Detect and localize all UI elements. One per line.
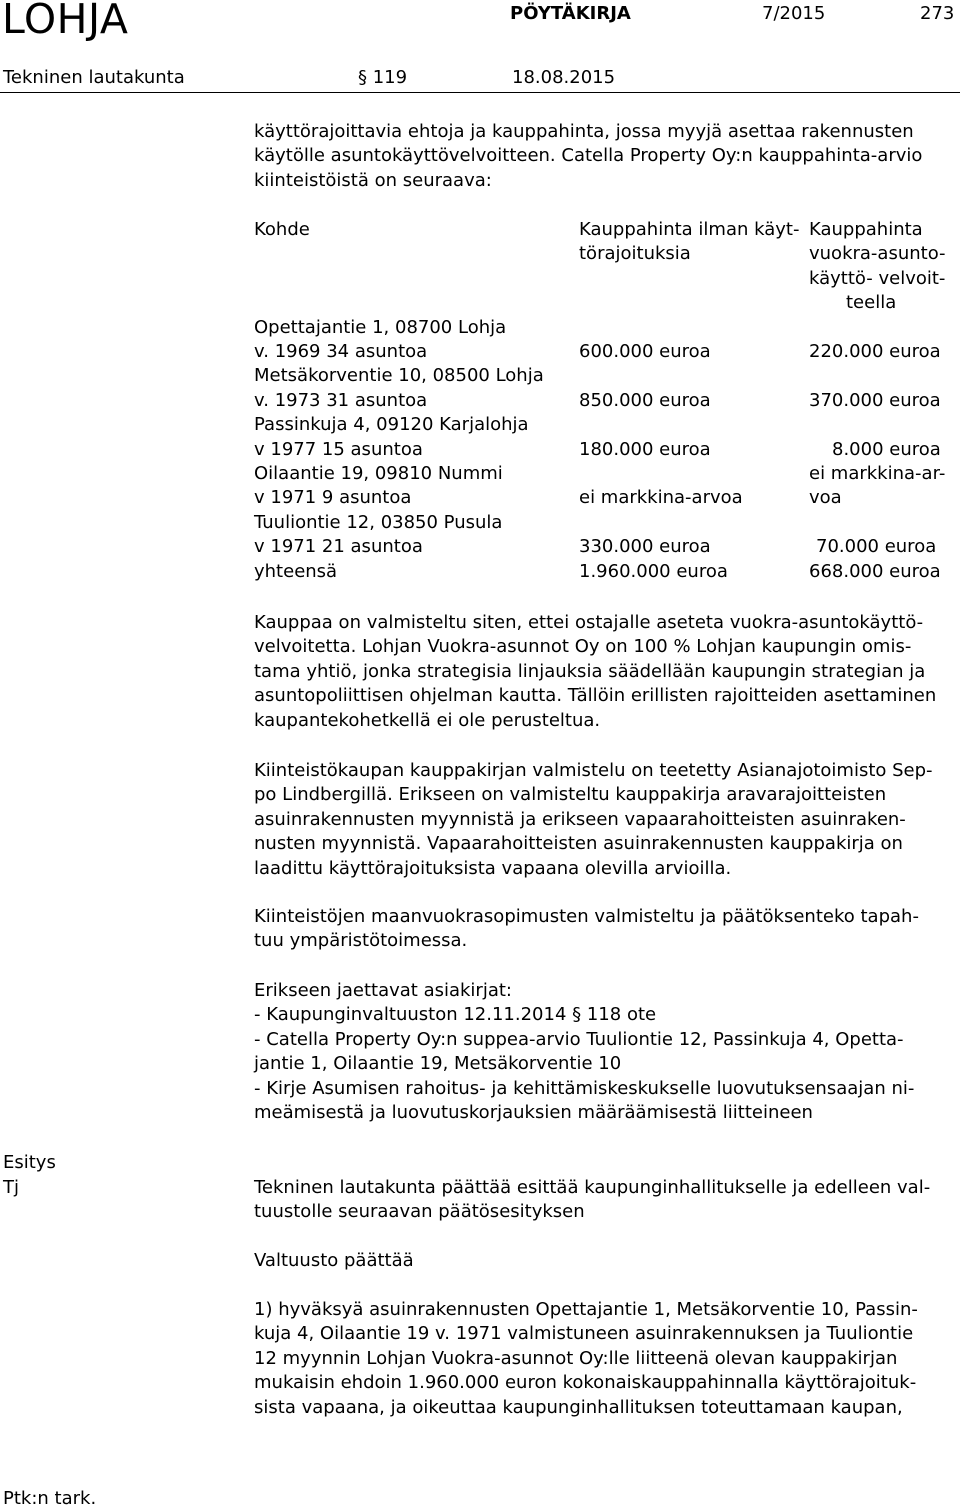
- table-row-address: Passinkuja 4, 09120 Karjalohja: [254, 414, 529, 436]
- text-line: - Kirje Asumisen rahoitus- ja kehittämiskeskukselle luovutuksensaajan ni-: [254, 1077, 915, 1099]
- section-number: § 119: [358, 67, 408, 88]
- text-line: käyttörajoittavia ehtoja ja kauppahinta, jossa myyjä asettaa rakennusten: [254, 121, 914, 142]
- proposal-label: Esitys: [3, 1152, 56, 1173]
- text-line: Kiinteistöjen maanvuokrasopimusten valmisteltu ja päätöksenteko tapah-: [254, 906, 919, 927]
- text-line: kaupantekohetkellä ei ole perusteltua.: [254, 709, 601, 731]
- text-line: Valtuusto päättää: [254, 1250, 414, 1271]
- table-row-year: v 1971 21 asuntoa: [254, 536, 423, 558]
- header-kohde: Kohde: [254, 219, 310, 240]
- text-line: 12 myynnin Lohjan Vuokra-asunnot Oy:lle liitteenä olevan kauppakirjan: [254, 1347, 898, 1369]
- text-line: Kauppaa on valmisteltu siten, ettei ostajalle aseteta vuokra-asuntokäyttö-: [254, 612, 924, 633]
- header-restricted-price: Kauppahinta: [809, 219, 923, 240]
- table-row-year: v. 1969 34 asuntoa: [254, 341, 428, 362]
- text-line: - Catella Property Oy:n suppea-arvio Tuuliontie 12, Passinkuja 4, Opetta-: [254, 1028, 904, 1050]
- table-row-address: Tuuliontie 12, 03850 Pusula: [254, 511, 503, 533]
- table-total-label: yhteensä: [254, 560, 338, 582]
- table-row-year: v. 1973 31 asuntoa: [254, 389, 428, 411]
- table-row-year: v 1977 15 asuntoa: [254, 438, 423, 460]
- text-line: - Kaupunginvaltuuston 12.11.2014 § 118 ote: [254, 1004, 657, 1026]
- text-line: 1) hyväksyä asuinrakennusten Opettajantie 1, Metsäkorventie 10, Passin-: [254, 1299, 918, 1320]
- text-line: tuustolle seuraavan päätösesityksen: [254, 1201, 585, 1223]
- text-line: kiinteistöistä on seuraava:: [254, 169, 492, 191]
- text-line: tama yhtiö, jonka strategisia linjauksia säädellään kaupungin strategian ja: [254, 660, 926, 682]
- table-row-restricted: 220.000 euroa: [809, 341, 941, 362]
- table-row-price: 180.000 euroa: [579, 438, 711, 460]
- text-line: kuja 4, Oilaantie 19 v. 1971 valmistuneen asuinrakennuksen ja Tuuliontie: [254, 1323, 914, 1345]
- table-row-restricted: 8.000 euroa: [832, 438, 941, 460]
- table-row-price: ei markkina-arvoa: [579, 487, 743, 509]
- separately-distributed-documents: [254, 979, 960, 1125]
- text-line: jantie 1, Oilaantie 19, Metsäkorventie 10: [254, 1053, 622, 1075]
- table-row-price: 330.000 euroa: [579, 536, 711, 558]
- minutes-checker-label: Ptk:n tark.: [3, 1488, 97, 1509]
- committee-name: Tekninen lautakunta: [3, 67, 185, 88]
- proposal-text: [254, 1176, 960, 1225]
- text-line: velvoitetta. Lohjan Vuokra-asunnot Oy on 100 % Lohjan kaupungin omis-: [254, 636, 912, 658]
- text-line: nusten myynnistä. Vapaarahoitteisten asuinrakennusten kauppakirja on: [254, 833, 903, 855]
- table-row-year: v 1971 9 asuntoa: [254, 487, 412, 509]
- issue-number: 7/2015: [762, 3, 826, 24]
- text-line: sista vapaana, ja oikeuttaa kaupunginhallituksen toteuttamaan kaupan,: [254, 1396, 903, 1418]
- intro-paragraph: [254, 120, 960, 193]
- text-line: Erikseen jaettavat asiakirjat:: [254, 980, 512, 1001]
- text-line: laadittu käyttörajoituksista vapaana olevilla arvioilla.: [254, 857, 732, 879]
- table-row-restricted: voa: [809, 487, 842, 509]
- paragraph-land-lease: [254, 905, 960, 954]
- council-decision: [254, 1298, 960, 1420]
- table-row-price: 600.000 euroa: [579, 341, 711, 362]
- text-line: asuntopoliittisen ohjelman kautta. Tällöin erillisten rajoitteiden asettaminen: [254, 685, 937, 707]
- text-line: käytölle asuntokäyttövelvoitteen. Catella Property Oy:n kauppahinta-arvio: [254, 145, 923, 167]
- header-restricted-price: vuokra-asunto-: [809, 243, 946, 265]
- table-row-address: Metsäkorventie 10, 08500 Lohja: [254, 365, 544, 387]
- text-line: po Lindbergillä. Erikseen on valmisteltu kauppakirja aravarajoitteisten: [254, 784, 887, 806]
- text-line: asuinrakennusten myynnistä ja erikseen vapaarahoitteisten asuinraken-: [254, 808, 906, 830]
- table-total-price: 1.960.000 euroa: [579, 560, 728, 582]
- table-total-restricted: 668.000 euroa: [809, 560, 941, 582]
- table-row-restricted: 70.000 euroa: [816, 536, 937, 558]
- header-divider: [0, 92, 960, 93]
- header-restricted-price: teella: [846, 292, 897, 314]
- paragraph-deed-preparation: [254, 759, 960, 881]
- table-row-address: Opettajantie 1, 08700 Lohja: [254, 316, 507, 338]
- proposer-label: Tj: [3, 1177, 19, 1198]
- text-line: Kiinteistökaupan kauppakirjan valmistelu on teetetty Asianajotoimisto Sep-: [254, 760, 933, 781]
- meeting-date: 18.08.2015: [512, 67, 616, 88]
- table-row-price: 850.000 euroa: [579, 389, 711, 411]
- lohja-logo: LOHJA: [2, 0, 129, 43]
- text-line: mukaisin ehdoin 1.960.000 euron kokonaiskauppahinnalla käyttörajoituk-: [254, 1372, 917, 1394]
- header-unrestricted-price: törajoituksia: [579, 243, 691, 265]
- table-row-address: Oilaantie 19, 09810 Nummi: [254, 463, 503, 484]
- text-line: meämisestä ja luovutuskorjauksien määräämisestä liitteineen: [254, 1102, 813, 1124]
- council-heading: [254, 1249, 960, 1273]
- text-line: Tekninen lautakunta päättää esittää kaupunginhallitukselle ja edelleen val-: [254, 1177, 931, 1198]
- text-line: tuu ympäristötoimessa.: [254, 930, 468, 952]
- paragraph-no-obligation: [254, 611, 960, 733]
- page-number: 273: [920, 3, 955, 24]
- header-restricted-price: käyttö- velvoit-: [809, 267, 946, 289]
- document-type: PÖYTÄKIRJA: [510, 3, 631, 24]
- table-row-restricted: ei markkina-ar-: [809, 463, 946, 484]
- table-row-restricted: 370.000 euroa: [809, 389, 941, 411]
- header-unrestricted-price: Kauppahinta ilman käyt-: [579, 219, 800, 240]
